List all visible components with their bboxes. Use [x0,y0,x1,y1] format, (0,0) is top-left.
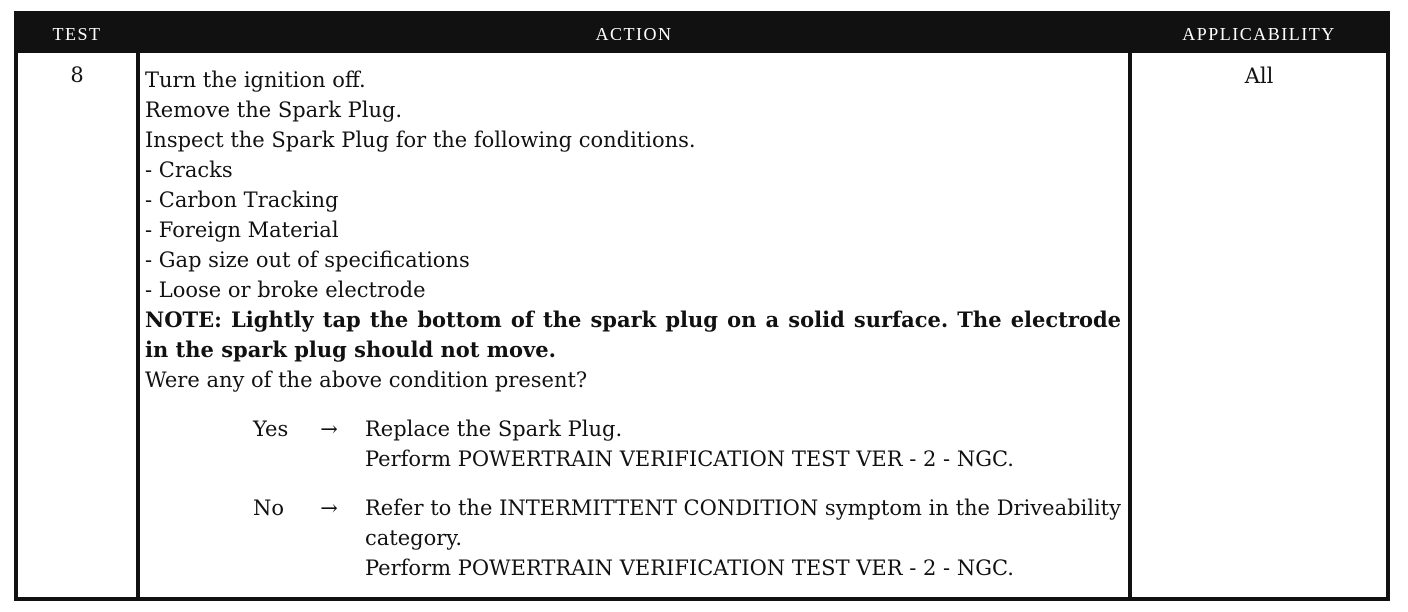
answer-label: Yes [253,417,289,441]
table-header [18,15,1386,53]
result-line: Perform POWERTRAIN VERIFICATION TEST VER - 2 - NGC. [365,447,1014,471]
result-line: Refer to the INTERMITTENT CONDITION symptom in the Driveability category. [365,496,1121,550]
step-line: Remove the Spark Plug. [145,98,403,122]
header-action: ACTION [595,24,673,44]
action-cell [145,65,1121,583]
applicability-value: All [1244,64,1274,88]
results-list [145,414,1121,583]
header-applicability: APPLICABILITY [1182,24,1336,44]
header-test: TEST [52,24,102,44]
arrow-icon: → [320,417,338,441]
result-text [365,414,1121,474]
result-no [145,493,1121,583]
condition-item: - Loose or broke electrode [145,278,426,302]
condition-item: - Carbon Tracking [145,188,339,212]
result-line: Replace the Spark Plug. [365,417,623,441]
condition-item: - Foreign Material [145,218,339,242]
result-line: Perform POWERTRAIN VERIFICATION TEST VER - 2 - NGC. [365,556,1014,580]
test-number: 8 [70,63,84,87]
result-text [365,493,1121,583]
condition-item: - Cracks [145,158,233,182]
diagnostic-table [14,11,1390,601]
step-line: Turn the ignition off. [145,68,366,92]
result-yes [145,414,1121,474]
column-divider [1128,53,1132,597]
answer-label: No [253,496,285,520]
condition-item: - Gap size out of specifications [145,248,470,272]
note-text: NOTE: Lightly tap the bottom of the spark plug on a solid surface. The electrode in the spark plug should not move. [145,307,1121,362]
arrow-icon: → [320,496,338,520]
column-divider [136,53,140,597]
step-line: Inspect the Spark Plug for the following conditions. [145,128,696,152]
question-text: Were any of the above condition present? [145,368,588,392]
